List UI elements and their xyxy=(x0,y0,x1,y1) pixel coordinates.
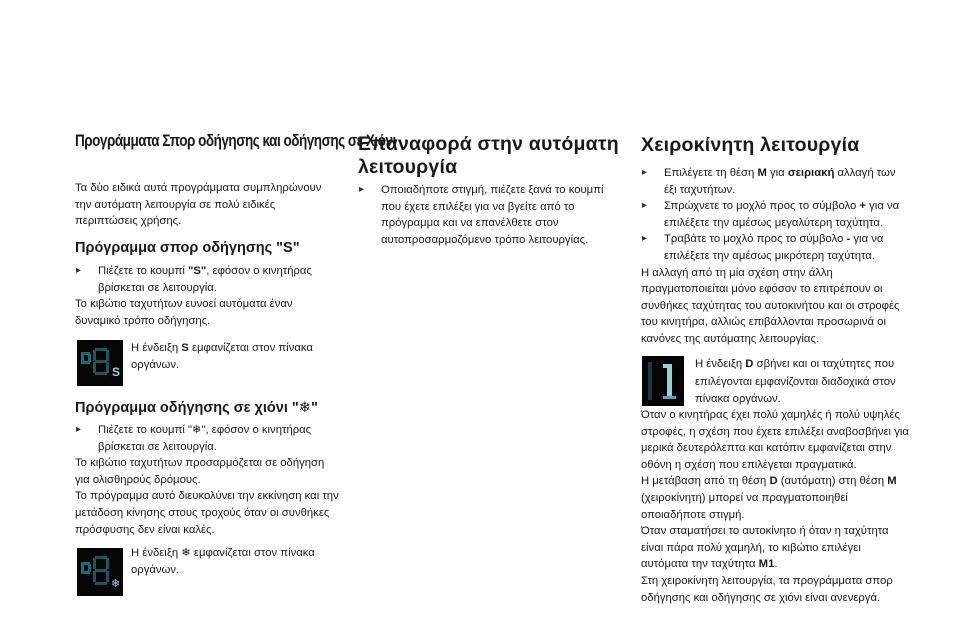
bullet-arrow-icon: ▸ xyxy=(642,200,648,212)
bullet-arrow-icon: ▸ xyxy=(76,265,82,276)
sport-program-title: Πρόγραμμα σπορ οδήγησης "S" xyxy=(75,240,300,256)
snow-program-title: Πρόγραμμα οδήγησης σε χιόνι "❄" xyxy=(75,400,318,416)
bullet-arrow-icon: ▸ xyxy=(642,167,648,178)
svg-text:❄: ❄ xyxy=(111,577,121,590)
snowflake-icon: ❄ xyxy=(192,424,202,436)
sport-bullet: ▸ Πιέζετε το κουμπί "S", εφόσον ο κινητήρας βρίσκεται σε λειτουργία. xyxy=(76,265,312,294)
bullet-arrow-icon: ▸ xyxy=(359,184,365,195)
manual-bullet-1: ▸ Επιλέγετε τη θέση M για σειριακή αλλαγή των έξι ταχυτήτων. xyxy=(642,167,896,196)
sport-display-image xyxy=(77,340,123,386)
svg-text:S: S xyxy=(112,365,121,379)
manual-text-4: Όταν σταματήσει το αυτοκίνητο ή όταν η ταχύτητα είναι πάρα πολύ χαμηλή, το κιβώτιο επιλέγει αυτόματα την ταχύτητα M1. xyxy=(641,525,889,571)
snow-description-1: Το κιβώτιο ταχυτήτων προσαρμόζεται σε οδήγηση για ολισθηρούς δρόμους. xyxy=(75,457,325,486)
return-heading: Επαναφορά στην αυτόματη λειτουργία xyxy=(358,133,619,178)
sport-caption: Η ένδειξη S εμφανίζεται στον πίνακα οργάνων. xyxy=(131,342,313,371)
sport-display-icon xyxy=(77,340,123,386)
bullet-arrow-icon: ▸ xyxy=(642,233,648,245)
manual-text-2: Όταν ο κινητήρας έχει πολύ χαμηλές ή πολύ υψηλές στροφές, η σχέση που έχετε επιλέξει αναβοσβήνει για μερικά δευτερόλεπτα και κατόπιν εμφανίζεται στην οθόνη η σχέση που επιλέγεται πραγματικά. xyxy=(641,409,909,471)
manual-instructions xyxy=(641,165,911,348)
manual-text-3: Η μετάβαση από τη θέση D (αυτόματη) στη θέση M (χειροκίνητη) μπορεί να πραγματοποιηθεί οποιαδήποτε στιγμή. xyxy=(641,475,897,521)
sport-instructions xyxy=(75,263,340,329)
snow-instructions xyxy=(75,422,340,538)
bullet-arrow-icon: ▸ xyxy=(76,424,82,435)
return-bullet: ▸ Οποιαδήποτε στιγμή, πιέζετε ξανά το κουμπί που έχετε επιλέξει για να βγείτε από το πρόγραμμα και να επανέλθετε στον αυτοπροσαρμοζόμενο τρόπο λειτουργίας. xyxy=(359,184,604,246)
gear-caption: Η ένδειξη D σβήνει και οι ταχύτητες που επιλέγονται εμφανίζονται διαδοχικά στον πίνακα οργάνων. xyxy=(695,358,896,405)
manual-heading: Χειροκίνητη λειτουργία xyxy=(641,134,860,156)
manual-details xyxy=(641,407,911,606)
snow-caption: Η ένδειξη ❄ εμφανίζεται στον πίνακα οργάνων. xyxy=(131,547,315,576)
snowflake-icon: ❄ xyxy=(298,400,311,416)
snowflake-icon: ❄ xyxy=(181,547,191,559)
snow-bullet: ▸ Πιέζετε το κουμπί "❄", εφόσον ο κινητήρας βρίσκεται σε λειτουργία. xyxy=(76,424,312,453)
snow-description-2: Το πρόγραμμα αυτό διευκολύνει την εκκίνηση και την μετάδοση κίνησης στους τροχούς όταν οι συνθήκες πρόσφυσης δεν είναι καλές. xyxy=(75,490,339,536)
programs-heading: Προγράμματα Σπορ οδήγησης και οδήγησης σε Χιόνι xyxy=(75,132,396,150)
manual-description: Η αλλαγή από τη μία σχέση στην άλλη πραγματοποιείται μόνο εφόσον το επιτρέπουν οι συνθήκες ταχύτητας του αυτοκινήτου και οι στροφές του κινητήρα, αλλιώς επιβάλλονται προσωρινά οι κανόνες της αυτόματης λειτουργίας. xyxy=(641,266,900,345)
snow-display-image xyxy=(77,548,123,596)
sport-description: Το κιβώτιο ταχυτήτων ευνοεί αυτόματα έναν δυναμικό τρόπο οδήγησης. xyxy=(75,298,293,327)
snow-display-icon xyxy=(77,548,123,596)
gear-display-image xyxy=(642,356,684,406)
programs-intro: Τα δύο ειδικά αυτά προγράμματα συμπληρώνουν την αυτόματη λειτουργία σε πολύ ειδικές περιπτώσεις χρήσης. xyxy=(75,182,322,228)
gear-display-icon xyxy=(642,356,684,406)
manual-bullet-3: ▸ Τραβάτε το μοχλό προς το σύμβολο - για να επιλέξετε την αμέσως μικρότερη ταχύτητα. xyxy=(642,233,884,262)
manual-text-5: Στη χειροκίνητη λειτουργία, τα προγράμματα σπορ οδήγησης και οδήγησης σε χιόνι είναι ανενεργά. xyxy=(641,574,893,604)
return-instructions xyxy=(358,182,620,248)
manual-bullet-2: ▸ Σπρώχνετε το μοχλό προς το σύμβολο + για να επιλέξετε την αμέσως μεγαλύτερη ταχύτητα. xyxy=(642,200,900,229)
